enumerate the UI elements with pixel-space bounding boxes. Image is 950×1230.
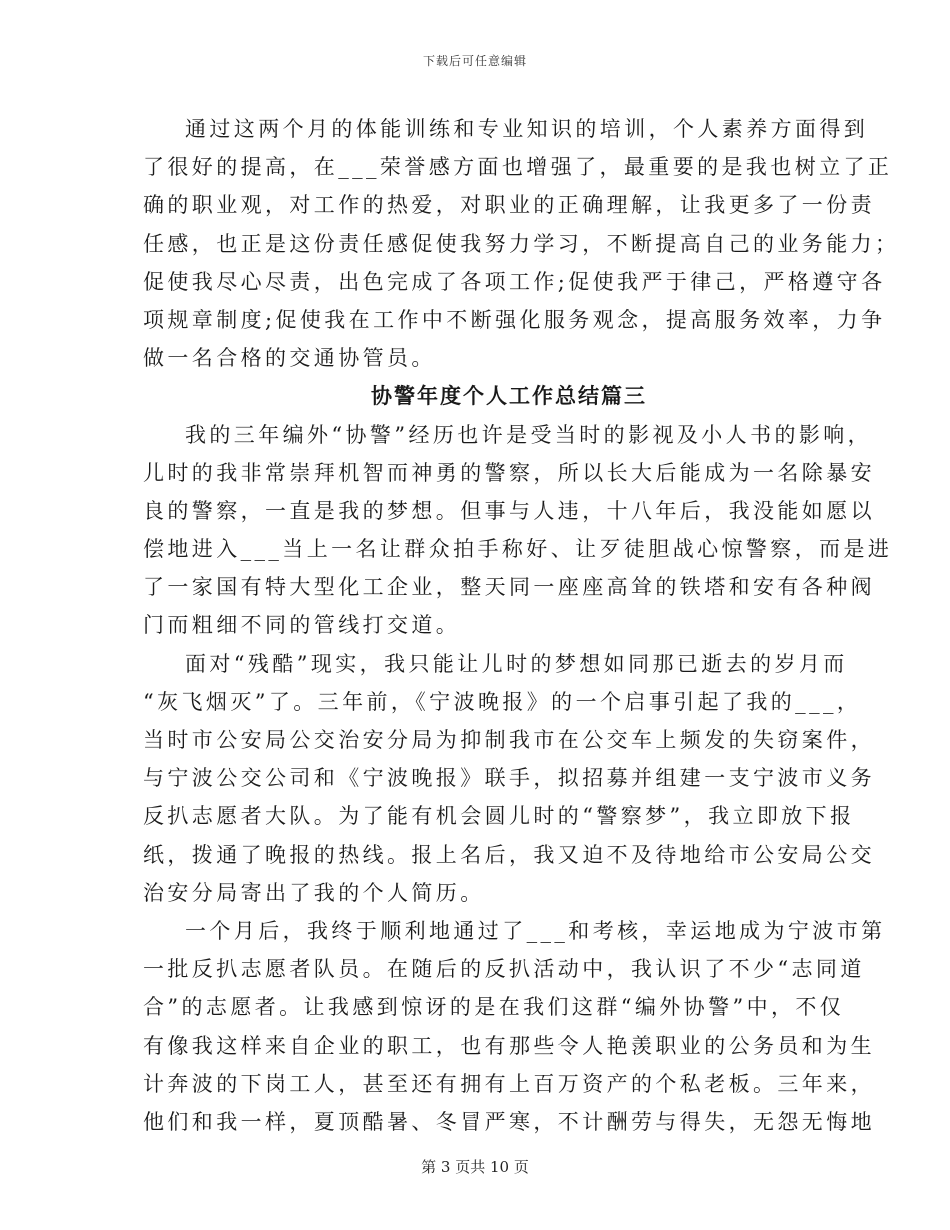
paragraph-line: 任感，也正是这份责任感促使我努力学习，不断提高自己的业务能力； — [143, 231, 900, 256]
paragraph-line: “灰飞烟灭”了。三年前，《宁波晚报》的一个启事引起了我的___， — [143, 689, 862, 714]
paragraph-line: 一个月后，我终于顺利地通过了___和考核，幸运地成为宁波市第 — [185, 918, 886, 943]
page-footer: 第 3 页共 10 页 — [421, 1158, 529, 1176]
paragraph-line: 了很好的提高，在___荣誉感方面也增强了，最重要的是我也树立了正 — [143, 155, 893, 180]
paragraph-line: 促使我尽心尽责，出色完成了各项工作;促使我严于律己，严格遵守各 — [143, 269, 886, 294]
paragraph-line: 良的警察，一直是我的梦想。但事与人违，十八年后，我没能如愿以 — [143, 498, 875, 523]
paragraph-line: 有像我这样来自企业的职工，也有那些令人艳羡职业的公务员和为生 — [143, 1033, 875, 1058]
paragraph-line: 治安分局寄出了我的个人简历。 — [143, 880, 485, 905]
document-body — [143, 110, 900, 1141]
paragraph-line: 儿时的我非常崇拜机智而神勇的警察，所以长大后能成为一名除暴安 — [143, 460, 875, 485]
page-header: 下载后可任意编辑 — [422, 54, 527, 68]
paragraph-line: 计奔波的下岗工人，甚至还有拥有上百万资产的个私老板。三年来， — [143, 1071, 875, 1096]
paragraph-line: 项规章制度;促使我在工作中不断强化服务观念，提高服务效率，力争 — [143, 307, 886, 332]
paragraph-line: 与宁波公交公司和《宁波晚报》联手，拟招募并组建一支宁波市义务 — [143, 766, 875, 791]
section-title: 协警年度个人工作总结篇三 — [371, 383, 647, 409]
paragraph-line: 纸，拨通了晚报的热线。报上名后，我又迫不及待地给市公安局公交 — [143, 842, 875, 867]
paragraph-line: 他们和我一样，夏顶酷暑、冬冒严寒，不计酬劳与得失，无怨无悔地 — [143, 1109, 875, 1134]
paragraph-line: 通过这两个月的体能训练和专业知识的培训，个人素养方面得到 — [185, 117, 869, 141]
paragraph-line: 反扒志愿者大队。为了能有机会圆儿时的“警察梦”，我立即放下报 — [143, 804, 855, 829]
paragraph-line: 做一名合格的交通协管员。 — [143, 346, 436, 371]
paragraph-line: 我的三年编外“协警”经历也许是受当时的影视及小人书的影响， — [185, 422, 873, 447]
paragraph-line: 一批反扒志愿者队员。在随后的反扒活动中，我认识了不少“志同道 — [143, 957, 865, 982]
paragraph-line: 合”的志愿者。让我感到惊讶的是在我们这群“编外协警”中，不仅 — [143, 995, 845, 1020]
paragraph-line: 偿地进入___当上一名让群众拍手称好、让歹徒胆战心惊警察，而是进 — [143, 537, 893, 562]
paragraph-line: 确的职业观，对工作的热爱，对职业的正确理解，让我更多了一份责 — [143, 193, 875, 218]
paragraph-line: 门而粗细不同的管线打交道。 — [143, 613, 461, 638]
paragraph-line: 了一家国有特大型化工企业，整天同一座座高耸的铁塔和安有各种阀 — [143, 575, 875, 600]
paragraph-line: 面对“残酷”现实，我只能让儿时的梦想如同那已逝去的岁月而 — [185, 651, 848, 676]
paragraph-line: 当时市公安局公交治安分局为抑制我市在公交车上频发的失窃案件， — [143, 728, 875, 752]
